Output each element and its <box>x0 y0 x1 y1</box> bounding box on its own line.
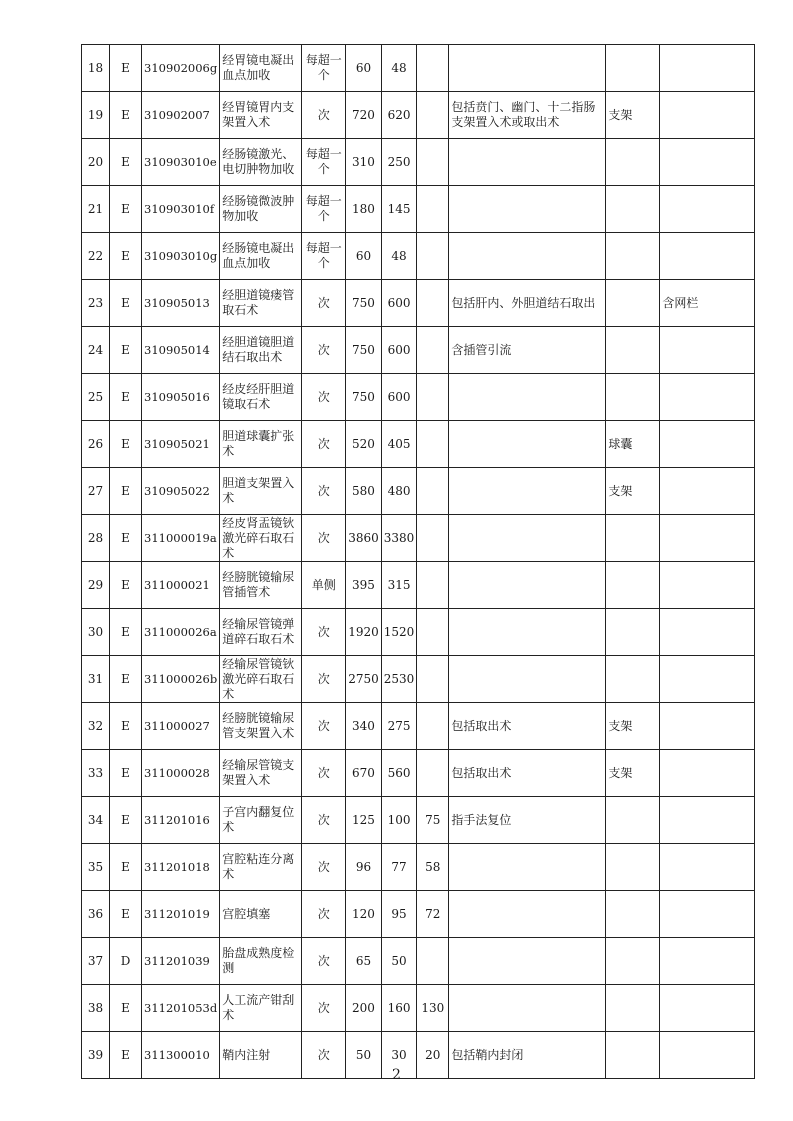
excluded-items-cell <box>606 374 660 421</box>
row-index-cell: 22 <box>82 233 110 280</box>
price-level-2-cell: 95 <box>381 891 417 938</box>
table-row <box>82 92 755 139</box>
price-level-2-cell: 620 <box>381 92 417 139</box>
content-scope-cell <box>449 609 606 656</box>
excluded-items-cell <box>606 186 660 233</box>
unit-cell: 次 <box>302 750 346 797</box>
row-index-cell: 24 <box>82 327 110 374</box>
row-index-cell: 37 <box>82 938 110 985</box>
category-cell: E <box>110 233 142 280</box>
price-level-3-cell: 58 <box>417 844 449 891</box>
price-level-3-cell <box>417 280 449 327</box>
unit-cell: 次 <box>302 844 346 891</box>
category-cell: E <box>110 891 142 938</box>
table-row <box>82 45 755 92</box>
remark-cell <box>660 374 755 421</box>
excluded-items-cell: 支架 <box>606 750 660 797</box>
price-level-3-cell: 75 <box>417 797 449 844</box>
unit-cell: 次 <box>302 421 346 468</box>
price-level-2-cell: 48 <box>381 45 417 92</box>
item-name-cell: 经膀胱镜输尿管插管术 <box>220 562 302 609</box>
item-name-cell: 宫腔粘连分离术 <box>220 844 302 891</box>
item-code-cell: 310903010e <box>142 139 220 186</box>
price-level-3-cell <box>417 92 449 139</box>
remark-cell <box>660 468 755 515</box>
item-name-cell: 鞘内注射 <box>220 1032 302 1079</box>
remark-cell <box>660 938 755 985</box>
category-cell: E <box>110 280 142 327</box>
item-code-cell: 311201018 <box>142 844 220 891</box>
remark-cell <box>660 891 755 938</box>
item-name-cell: 经皮肾盂镜钬激光碎石取石术 <box>220 515 302 562</box>
unit-cell: 单侧 <box>302 562 346 609</box>
row-index-cell: 39 <box>82 1032 110 1079</box>
excluded-items-cell <box>606 609 660 656</box>
price-level-3-cell <box>417 139 449 186</box>
category-cell: E <box>110 186 142 233</box>
unit-cell: 每超一个 <box>302 233 346 280</box>
row-index-cell: 19 <box>82 92 110 139</box>
price-level-3-cell <box>417 938 449 985</box>
table-row <box>82 797 755 844</box>
unit-cell: 次 <box>302 468 346 515</box>
category-cell: E <box>110 703 142 750</box>
price-level-1-cell: 1920 <box>346 609 382 656</box>
item-name-cell: 子宫内翻复位术 <box>220 797 302 844</box>
item-name-cell: 经皮经肝胆道镜取石术 <box>220 374 302 421</box>
price-level-1-cell: 50 <box>346 1032 382 1079</box>
remark-cell <box>660 985 755 1032</box>
price-level-1-cell: 125 <box>346 797 382 844</box>
price-level-3-cell <box>417 656 449 703</box>
content-scope-cell <box>449 891 606 938</box>
row-index-cell: 23 <box>82 280 110 327</box>
item-name-cell: 胆道球囊扩张术 <box>220 421 302 468</box>
row-index-cell: 18 <box>82 45 110 92</box>
excluded-items-cell <box>606 844 660 891</box>
content-scope-cell <box>449 374 606 421</box>
excluded-items-cell <box>606 233 660 280</box>
row-index-cell: 32 <box>82 703 110 750</box>
price-level-3-cell <box>417 374 449 421</box>
remark-cell <box>660 186 755 233</box>
item-name-cell: 经胆道镜胆道结石取出术 <box>220 327 302 374</box>
content-scope-cell: 包括鞘内封闭 <box>449 1032 606 1079</box>
table-row <box>82 609 755 656</box>
content-scope-cell <box>449 45 606 92</box>
item-name-cell: 经输尿管镜支架置入术 <box>220 750 302 797</box>
table-row <box>82 844 755 891</box>
category-cell: E <box>110 468 142 515</box>
row-index-cell: 20 <box>82 139 110 186</box>
content-scope-cell: 包括肝内、外胆道结石取出 <box>449 280 606 327</box>
category-cell: E <box>110 327 142 374</box>
excluded-items-cell: 支架 <box>606 703 660 750</box>
unit-cell: 次 <box>302 515 346 562</box>
price-level-1-cell: 180 <box>346 186 382 233</box>
price-level-3-cell <box>417 186 449 233</box>
price-level-2-cell: 30 <box>381 1032 417 1079</box>
price-level-1-cell: 60 <box>346 233 382 280</box>
excluded-items-cell <box>606 45 660 92</box>
item-code-cell: 311201053d <box>142 985 220 1032</box>
table-row <box>82 280 755 327</box>
table-row <box>82 656 755 703</box>
content-scope-cell: 含插管引流 <box>449 327 606 374</box>
remark-cell <box>660 609 755 656</box>
content-scope-cell: 包括贲门、幽门、十二指肠支架置入术或取出术 <box>449 92 606 139</box>
unit-cell: 次 <box>302 938 346 985</box>
table-body <box>82 45 755 1079</box>
price-level-2-cell: 50 <box>381 938 417 985</box>
unit-cell: 次 <box>302 327 346 374</box>
price-level-3-cell <box>417 562 449 609</box>
price-level-3-cell <box>417 233 449 280</box>
content-scope-cell: 包括取出术 <box>449 750 606 797</box>
price-level-2-cell: 250 <box>381 139 417 186</box>
content-scope-cell <box>449 233 606 280</box>
unit-cell: 次 <box>302 797 346 844</box>
price-level-3-cell: 72 <box>417 891 449 938</box>
excluded-items-cell <box>606 891 660 938</box>
price-level-1-cell: 96 <box>346 844 382 891</box>
table-row <box>82 938 755 985</box>
page-number: 2 <box>392 1067 401 1083</box>
excluded-items-cell <box>606 656 660 703</box>
row-index-cell: 25 <box>82 374 110 421</box>
excluded-items-cell <box>606 938 660 985</box>
category-cell: E <box>110 985 142 1032</box>
price-level-1-cell: 750 <box>346 374 382 421</box>
unit-cell: 每超一个 <box>302 45 346 92</box>
price-level-1-cell: 520 <box>346 421 382 468</box>
unit-cell: 次 <box>302 1032 346 1079</box>
remark-cell <box>660 750 755 797</box>
excluded-items-cell <box>606 139 660 186</box>
table-row <box>82 891 755 938</box>
excluded-items-cell <box>606 515 660 562</box>
price-level-1-cell: 750 <box>346 280 382 327</box>
category-cell: E <box>110 750 142 797</box>
remark-cell <box>660 515 755 562</box>
item-name-cell: 经胃镜胃内支架置入术 <box>220 92 302 139</box>
unit-cell: 次 <box>302 92 346 139</box>
price-level-1-cell: 395 <box>346 562 382 609</box>
remark-cell: 含网栏 <box>660 280 755 327</box>
item-name-cell: 经输尿管镜钬激光碎石取石术 <box>220 656 302 703</box>
category-cell: E <box>110 515 142 562</box>
item-code-cell: 310902006g <box>142 45 220 92</box>
price-level-3-cell <box>417 515 449 562</box>
item-code-cell: 311000028 <box>142 750 220 797</box>
content-scope-cell <box>449 421 606 468</box>
item-code-cell: 310905013 <box>142 280 220 327</box>
item-name-cell: 经输尿管镜弹道碎石取石术 <box>220 609 302 656</box>
price-level-3-cell <box>417 609 449 656</box>
item-code-cell: 311000021 <box>142 562 220 609</box>
excluded-items-cell <box>606 562 660 609</box>
remark-cell <box>660 656 755 703</box>
item-code-cell: 310905014 <box>142 327 220 374</box>
price-level-2-cell: 600 <box>381 374 417 421</box>
excluded-items-cell: 球囊 <box>606 421 660 468</box>
price-level-3-cell <box>417 468 449 515</box>
row-index-cell: 35 <box>82 844 110 891</box>
item-code-cell: 311201039 <box>142 938 220 985</box>
item-name-cell: 经胆道镜瘘管取石术 <box>220 280 302 327</box>
category-cell: D <box>110 938 142 985</box>
price-level-1-cell: 580 <box>346 468 382 515</box>
price-level-1-cell: 2750 <box>346 656 382 703</box>
price-level-2-cell: 48 <box>381 233 417 280</box>
item-name-cell: 经胃镜电凝出血点加收 <box>220 45 302 92</box>
row-index-cell: 38 <box>82 985 110 1032</box>
item-code-cell: 311201016 <box>142 797 220 844</box>
price-level-3-cell <box>417 703 449 750</box>
price-level-2-cell: 160 <box>381 985 417 1032</box>
price-level-1-cell: 60 <box>346 45 382 92</box>
content-scope-cell <box>449 938 606 985</box>
table-row <box>82 515 755 562</box>
price-level-2-cell: 600 <box>381 280 417 327</box>
row-index-cell: 26 <box>82 421 110 468</box>
price-level-1-cell: 340 <box>346 703 382 750</box>
row-index-cell: 34 <box>82 797 110 844</box>
price-level-2-cell: 275 <box>381 703 417 750</box>
item-name-cell: 胆道支架置入术 <box>220 468 302 515</box>
table-row <box>82 139 755 186</box>
remark-cell <box>660 703 755 750</box>
item-name-cell: 经膀胱镜输尿管支架置入术 <box>220 703 302 750</box>
price-level-1-cell: 310 <box>346 139 382 186</box>
unit-cell: 次 <box>302 656 346 703</box>
item-code-cell: 311000019a <box>142 515 220 562</box>
price-level-1-cell: 65 <box>346 938 382 985</box>
unit-cell: 次 <box>302 374 346 421</box>
price-level-1-cell: 670 <box>346 750 382 797</box>
content-scope-cell: 包括取出术 <box>449 703 606 750</box>
excluded-items-cell: 支架 <box>606 92 660 139</box>
excluded-items-cell <box>606 985 660 1032</box>
price-level-2-cell: 3380 <box>381 515 417 562</box>
item-code-cell: 311201019 <box>142 891 220 938</box>
price-level-2-cell: 560 <box>381 750 417 797</box>
unit-cell: 次 <box>302 703 346 750</box>
remark-cell <box>660 844 755 891</box>
price-level-3-cell <box>417 750 449 797</box>
category-cell: E <box>110 45 142 92</box>
price-level-2-cell: 315 <box>381 562 417 609</box>
content-scope-cell <box>449 515 606 562</box>
remark-cell <box>660 45 755 92</box>
row-index-cell: 28 <box>82 515 110 562</box>
price-level-1-cell: 720 <box>346 92 382 139</box>
category-cell: E <box>110 797 142 844</box>
category-cell: E <box>110 609 142 656</box>
content-scope-cell <box>449 656 606 703</box>
row-index-cell: 30 <box>82 609 110 656</box>
table-row <box>82 703 755 750</box>
unit-cell: 每超一个 <box>302 186 346 233</box>
content-scope-cell: 指手法复位 <box>449 797 606 844</box>
item-code-cell: 311000027 <box>142 703 220 750</box>
remark-cell <box>660 421 755 468</box>
content-scope-cell <box>449 985 606 1032</box>
content-scope-cell <box>449 562 606 609</box>
unit-cell: 次 <box>302 609 346 656</box>
item-name-cell: 经肠镜微波肿物加收 <box>220 186 302 233</box>
item-name-cell: 胎盘成熟度检测 <box>220 938 302 985</box>
category-cell: E <box>110 421 142 468</box>
table-row <box>82 468 755 515</box>
row-index-cell: 27 <box>82 468 110 515</box>
item-code-cell: 310903010f <box>142 186 220 233</box>
table-row <box>82 750 755 797</box>
row-index-cell: 21 <box>82 186 110 233</box>
category-cell: E <box>110 656 142 703</box>
price-level-2-cell: 600 <box>381 327 417 374</box>
table-row <box>82 562 755 609</box>
item-name-cell: 经肠镜电凝出血点加收 <box>220 233 302 280</box>
item-code-cell: 311000026a <box>142 609 220 656</box>
excluded-items-cell <box>606 327 660 374</box>
table-row <box>82 233 755 280</box>
category-cell: E <box>110 844 142 891</box>
content-scope-cell <box>449 844 606 891</box>
price-level-1-cell: 120 <box>346 891 382 938</box>
price-level-2-cell: 1520 <box>381 609 417 656</box>
row-index-cell: 33 <box>82 750 110 797</box>
price-level-3-cell: 130 <box>417 985 449 1032</box>
item-name-cell: 宫腔填塞 <box>220 891 302 938</box>
row-index-cell: 31 <box>82 656 110 703</box>
item-name-cell: 经肠镜激光、电切肿物加收 <box>220 139 302 186</box>
unit-cell: 次 <box>302 891 346 938</box>
category-cell: E <box>110 139 142 186</box>
row-index-cell: 29 <box>82 562 110 609</box>
item-code-cell: 311300010 <box>142 1032 220 1079</box>
price-level-2-cell: 145 <box>381 186 417 233</box>
remark-cell <box>660 327 755 374</box>
price-level-3-cell <box>417 327 449 374</box>
item-code-cell: 310902007 <box>142 92 220 139</box>
category-cell: E <box>110 374 142 421</box>
item-code-cell: 310905022 <box>142 468 220 515</box>
content-scope-cell <box>449 186 606 233</box>
price-level-2-cell: 100 <box>381 797 417 844</box>
price-level-1-cell: 3860 <box>346 515 382 562</box>
remark-cell <box>660 797 755 844</box>
price-level-2-cell: 77 <box>381 844 417 891</box>
category-cell: E <box>110 92 142 139</box>
price-level-3-cell <box>417 45 449 92</box>
excluded-items-cell <box>606 797 660 844</box>
remark-cell <box>660 562 755 609</box>
item-code-cell: 310905016 <box>142 374 220 421</box>
price-level-3-cell: 20 <box>417 1032 449 1079</box>
remark-cell <box>660 233 755 280</box>
table-row <box>82 374 755 421</box>
category-cell: E <box>110 1032 142 1079</box>
content-scope-cell <box>449 139 606 186</box>
unit-cell: 次 <box>302 280 346 327</box>
table-row <box>82 421 755 468</box>
unit-cell: 次 <box>302 985 346 1032</box>
price-level-3-cell <box>417 421 449 468</box>
price-level-2-cell: 2530 <box>381 656 417 703</box>
price-level-2-cell: 405 <box>381 421 417 468</box>
item-code-cell: 311000026b <box>142 656 220 703</box>
unit-cell: 每超一个 <box>302 139 346 186</box>
table-row <box>82 327 755 374</box>
price-level-1-cell: 750 <box>346 327 382 374</box>
category-cell: E <box>110 562 142 609</box>
table-row <box>82 985 755 1032</box>
content-scope-cell <box>449 468 606 515</box>
item-name-cell: 人工流产钳刮术 <box>220 985 302 1032</box>
remark-cell <box>660 92 755 139</box>
excluded-items-cell <box>606 280 660 327</box>
row-index-cell: 36 <box>82 891 110 938</box>
excluded-items-cell: 支架 <box>606 468 660 515</box>
price-level-1-cell: 200 <box>346 985 382 1032</box>
price-level-2-cell: 480 <box>381 468 417 515</box>
price-table <box>81 44 755 1079</box>
item-code-cell: 310903010g <box>142 233 220 280</box>
item-code-cell: 310905021 <box>142 421 220 468</box>
table-row <box>82 186 755 233</box>
remark-cell <box>660 139 755 186</box>
